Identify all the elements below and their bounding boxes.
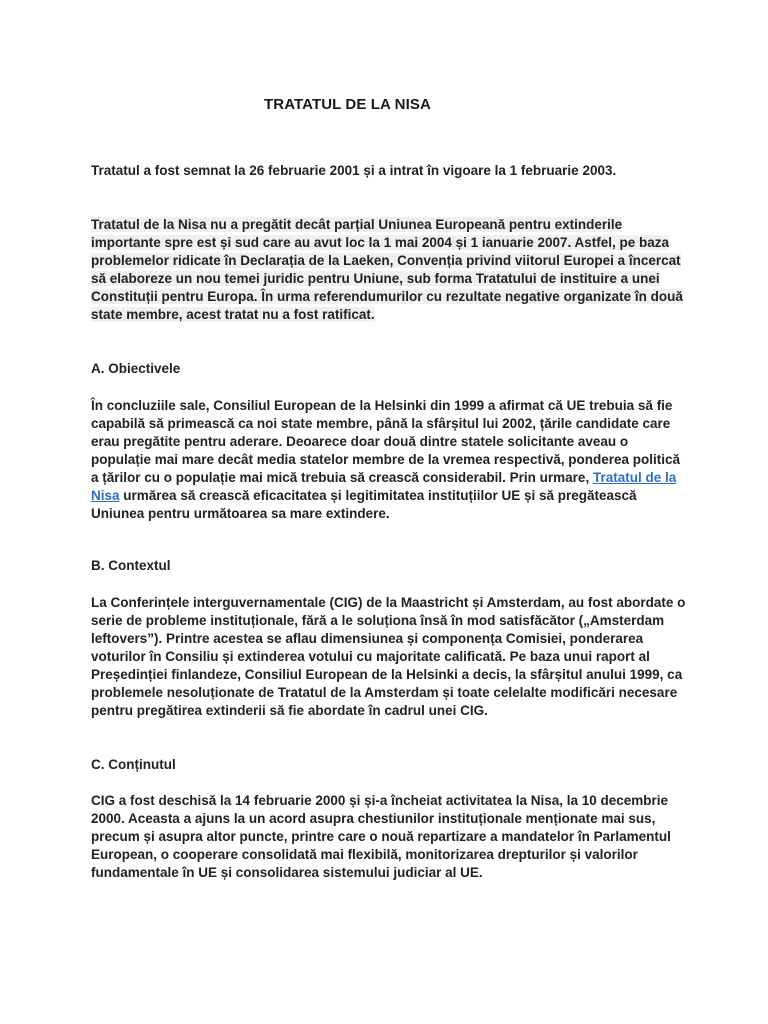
- nice-treaty-link[interactable]: Tratatul de la Nisa: [91, 470, 677, 503]
- section-c-heading: C. Conținutul: [91, 757, 176, 772]
- paragraph-signing-text: Tratatul a fost semnat la 26 februarie 2001 și a intrat în vigoare la 1 februarie 2003.: [91, 163, 617, 178]
- section-a-text-after-link: urmărea să crească eficacitatea și legitimitatea instituțiilor UE și să pregătească Uniunea pentru următoarea sa mare extindere.: [91, 488, 637, 521]
- section-a-text-before-link: În concluziile sale, Consiliul European de la Helsinki din 1999 a afirmat că UE trebuia să fie capabilă să primească ca noi state membre, până la sfârșitul lui 2002, țările candidate care erau pregătite pentru aderare. Deoarece doar două dintre statele solicitante aveau o populație mai mare decât media statelor membre de la vremea respectivă, ponderea politică a țărilor cu o populație mai mică trebuia să crească considerabil. Prin urmare,: [91, 398, 680, 485]
- section-c-text: CIG a fost deschisă la 14 februarie 2000 și și-a încheiat activitatea la Nisa, la 10 decembrie 2000. Aceasta a ajuns la un acord asupra chestiunilor instituționale menționate mai sus, precum și asupra altor puncte, printre care o nouă repartizare a mandatelor în Parlamentul European, o cooperare consolidată mai flexibilă, monitorizarea drepturilor și valorilor fundamentale în UE și consolidarea sistemului judiciar al UE.: [91, 793, 671, 880]
- section-b-paragraph: [91, 594, 691, 720]
- paragraph-signing: [91, 162, 691, 180]
- paragraph-enlargement-text: Tratatul de la Nisa nu a pregătit decât parțial Uniunea Europeană pentru extinderile importante spre est și sud care au avut loc la 1 mai 2004 și 1 ianuarie 2007. Astfel, pe baza problemelor ridicate în Declarația de la Laeken, Convenția privind viitorul Europei a încercat să elaboreze un nou temei juridic pentru Uniune, sub forma Tratatului de instituire a unei Constituții pentru Europa. În urma referendumurilor cu rezultate negative organizate în două state membre, acest tratat nu a fost ratificat.: [91, 217, 683, 322]
- section-b-heading: B. Contextul: [91, 558, 171, 573]
- section-a-heading: A. Obiectivele: [91, 361, 181, 376]
- section-c-paragraph: [91, 792, 691, 882]
- section-b-text: La Conferințele interguvernamentale (CIG) de la Maastricht și Amsterdam, au fost abordate o serie de probleme instituționale, fără a le soluționa însă în mod satisfăcător („Amsterdam leftovers”). Printre acestea se aflau dimensiunea și componența Comisiei, ponderarea voturilor în Consiliu și extinderea votului cu majoritate calificată. Pe baza unui raport al Președinției finlandeze, Consiliul European de la Helsinki a decis, la sfârșitul anului 1999, ca problemele nesoluționate de Tratatul de la Amsterdam și toate celelalte modificări necesare pentru pregătirea extinderii să fie abordate în cadrul unei CIG.: [91, 595, 686, 718]
- paragraph-enlargement: [91, 216, 691, 324]
- document-title: TRATATUL DE LA NISA: [264, 96, 431, 113]
- section-a-paragraph: [91, 397, 691, 523]
